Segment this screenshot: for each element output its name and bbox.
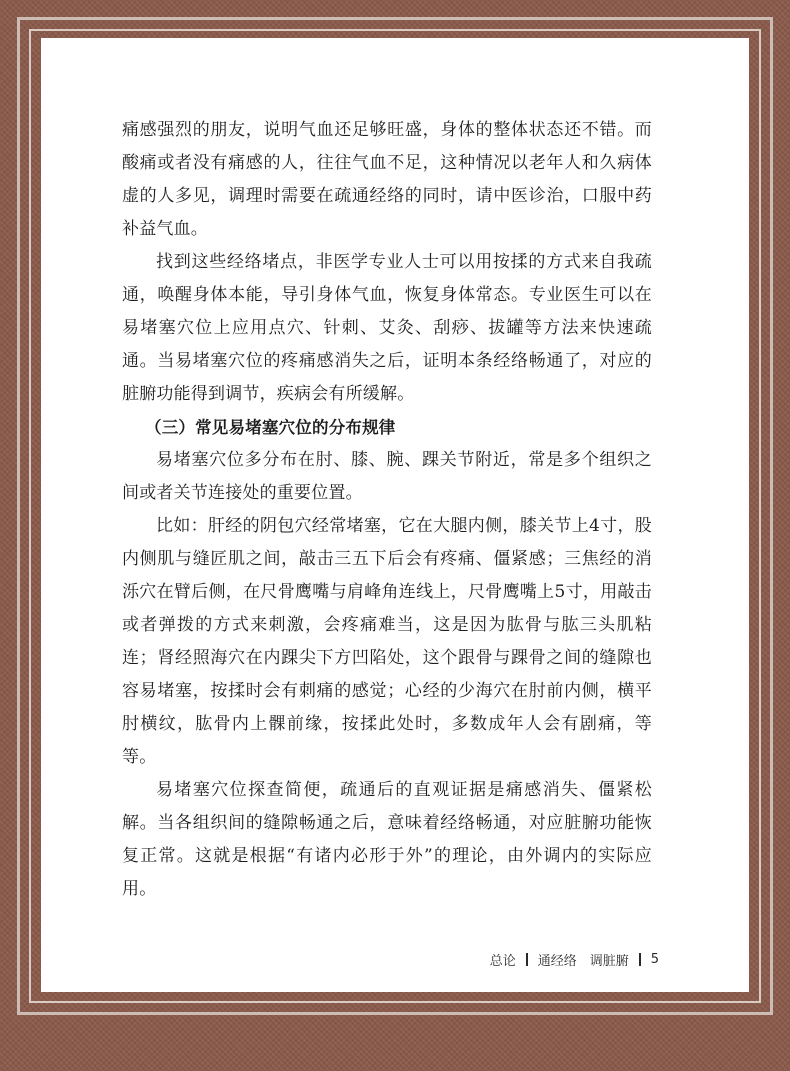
footer-chapter: 通经络 调脏腑: [537, 954, 629, 969]
paragraph-conclusion: 易堵塞穴位探查简便，疏通后的直观证据是痛感消失、僵紧松解。当各组织间的缝隙畅通之后，意味着经络畅通，对应脏腑功能恢复正常。这就是根据“有诸内必形于外”的理论，由外调内的实际应用。: [122, 780, 652, 899]
paragraph-distribution: 易堵塞穴位多分布在肘、膝、腕、踝关节附近，常是多个组织之间或者关节连接处的重要位置。: [122, 450, 652, 503]
page-number: 5: [650, 952, 659, 967]
paragraph-pain-sensation: 痛感强烈的朋友，说明气血还足够旺盛，身体的整体状态还不错。而酸痛或者没有痛感的人，往往气血不足，这种情况以老年人和久病体虚的人多见，调理时需要在疏通经络的同时，请中医诊治，口服中药补益气血。: [122, 120, 652, 239]
footer-section: 总论: [489, 954, 516, 969]
paragraph-examples: 比如：肝经的阴包穴经常堵塞，它在大腿内侧，膝关节上4寸，股内侧肌与缝匠肌之间，敲击三五下后会有疼痛、僵紧感；三焦经的消泺穴在臂后侧，在尺骨鹰嘴与肩峰角连线上，尺骨鹰嘴上5寸，用敲击或者弹拨的方式来刺激，会疼痛难当，这是因为肱骨与肱三头肌粘连；肾经照海穴在内踝尖下方凹陷处，这个跟骨与踝骨之间的缝隙也容易堵塞，按揉时会有刺痛的感觉；心经的少海穴在肘前内侧，横平肘横纹，肱骨内上髁前缘，按揉此处时，多数成年人会有剧痛，等等。: [122, 516, 652, 767]
page-footer: [490, 950, 659, 969]
paragraph-self-massage: 找到这些经络堵点，非医学专业人士可以用按揉的方式来自我疏通，唤醒身体本能，导引身体气血，恢复身体常态。专业医生可以在易堵塞穴位上应用点穴、针刺、艾灸、刮痧、拔罐等方法来快速疏通。当易堵塞穴位的疼痛感消失之后，证明本条经络畅通了，对应的脏腑功能得到调节，疾病会有所缓解。: [122, 252, 652, 404]
book-page: [41, 38, 749, 992]
footer-divider: [639, 953, 641, 966]
section-heading: （三）常见易堵塞穴位的分布规律: [145, 418, 396, 437]
body-text: [122, 114, 652, 906]
footer-divider: [526, 953, 528, 966]
